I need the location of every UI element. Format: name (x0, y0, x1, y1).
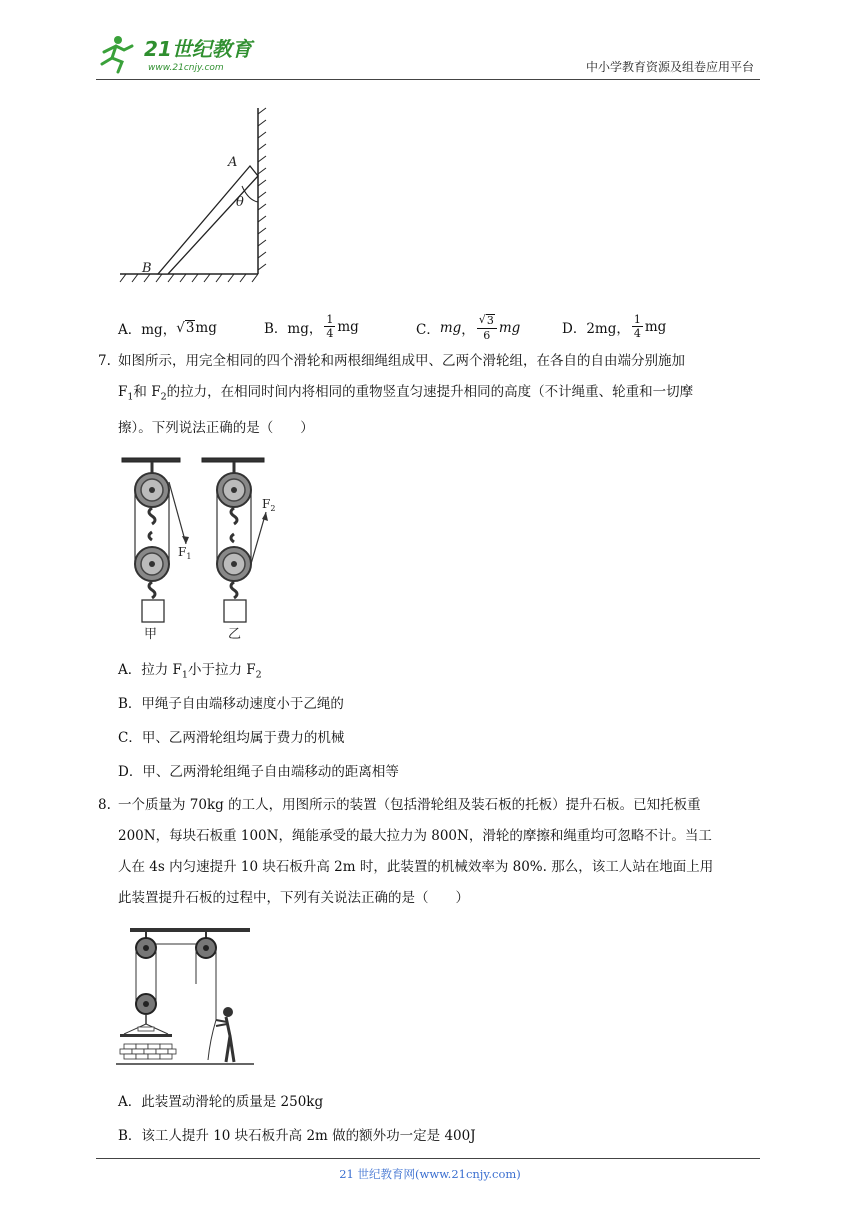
fraction: $\frac{1}{4}$ (633, 313, 641, 340)
figure-rod-wall (116, 104, 276, 294)
q8-line-1: 一个质量为 70kg 的工人，用图所示的装置（包括滑轮组及装石板的托板）提升石板。已知托板重 (118, 797, 701, 813)
q7-option-d: D．甲、乙两滑轮组绳子自由端移动的距离相等 (118, 764, 399, 780)
question-number: 7. (98, 353, 111, 369)
q8-option-b: B．该工人提升 10 块石板升高 2m 做的额外功一定是 400J (118, 1128, 476, 1144)
pulley-system-yi (217, 462, 268, 622)
label-f2: $F_2$ (262, 497, 276, 513)
q7-option-c: C．甲、乙两滑轮组均属于费力的机械 (118, 730, 345, 746)
q6-option-a: A．mg， √ 3 mg (118, 320, 217, 338)
q6-option-b: B．mg， $\frac{1}{4}$ mg (264, 313, 359, 340)
label-b: B (142, 261, 152, 276)
footer-divider (96, 1158, 760, 1159)
q6-option-d: D．2mg， $\frac{1}{4}$ mg (562, 313, 667, 340)
footer-link[interactable]: 21 世纪教育网(www.21cnjy.com) (339, 1167, 521, 1181)
q7-line-3: 擦）。下列说法正确的是（ ） (118, 419, 314, 436)
q8-option-a: A．此装置动滑轮的质量是 250kg (118, 1094, 324, 1110)
logo-21cnjy (96, 32, 266, 76)
figure-worker-pulley (116, 924, 256, 1070)
label-theta: θ (236, 195, 244, 210)
figure-pulley-systems (118, 452, 278, 644)
question-8 (98, 790, 760, 914)
logo-subtext: www.21cnjy.com (148, 63, 224, 73)
label-yi: 乙 (228, 627, 242, 642)
question-number: 8. (98, 797, 111, 813)
fraction: √ 3 6 (477, 314, 497, 341)
label-jia: 甲 (144, 627, 158, 642)
q8-line-2: 200N，每块石板重 100N，绳能承受的最大拉力为 800N，滑轮的摩擦和绳重均可忽略不计。当工 (118, 828, 712, 844)
q7-option-a: A．拉力 $F_1$小于拉力 $F_2$ (118, 662, 262, 681)
label-a: A (228, 155, 238, 170)
q6-options (0, 313, 860, 343)
logo-text: 21世纪教育 (144, 37, 252, 61)
pulley-system-jia (135, 462, 192, 622)
q8-line-4: 此装置提升石板的过程中，下列有关说法正确的是（ ） (118, 890, 469, 906)
q7-line-1: 如图所示，用完全相同的四个滑轮和两根细绳组成甲、乙两个滑轮组，在各自的自由端分别施加 (118, 353, 685, 369)
sqrt-symbol: √ 3 (176, 320, 195, 336)
question-7 (98, 346, 760, 444)
label-f1: $F_1$ (178, 545, 192, 561)
fraction: $\frac{1}{4}$ (326, 313, 334, 340)
q7-line-2: $F_1$和 $F_2$的拉力，在相同时间内将相同的重物竖直匀速提升相同的高度（不计绳重、轮重和一切摩 (118, 384, 694, 403)
q7-option-b: B．甲绳子自由端移动速度小于乙绳的 (118, 696, 344, 712)
page-header (96, 30, 760, 80)
header-platform-text: 中小学教育资源及组卷应用平台 (585, 60, 754, 74)
q8-line-3: 人在 4s 内匀速提升 10 块石板升高 2m 时，此装置的机械效率为 80%. 那么，该工人站在地面上用 (118, 859, 714, 875)
q6-option-c: C． mg ， √ 3 6 mg (416, 313, 521, 343)
